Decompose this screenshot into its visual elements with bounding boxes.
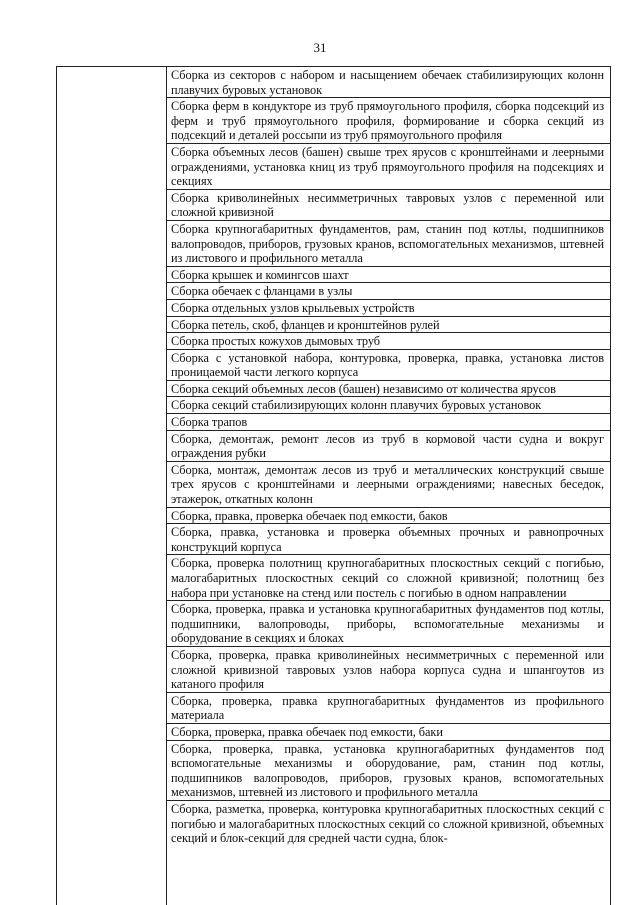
table-row: Сборка, разметка, проверка, контуровка крупногабаритных плоскостных секций с погибью и малогабаритных плоскостных секций со сложной кривизной, объемных секций и блок-секций для средней части судна, блок- (171, 801, 604, 846)
table-row: Сборка, проверка полотнищ крупногабаритных плоскостных секций с погибью, малогабаритных плоскостных секций со сложной кривизной; полотнищ без набора при установке на стенд или постель с погибью в одном направлении (167, 555, 610, 601)
table-row: Сборка, проверка, правка крупногабаритных фундаментов из профильного материала (167, 693, 610, 724)
table-row: Сборка, правка, установка и проверка объемных прочных и равнопрочных конструкций корпуса (167, 524, 610, 555)
table-row: Сборка крупногабаритных фундаментов, рам, станин под котлы, подшипников валопроводов, приборов, грузовых кранов, вспомогательных механизмов, штевней из листового и профильного металла (167, 221, 610, 267)
table-row: Сборка петель, скоб, фланцев и кронштейнов рулей (167, 317, 610, 334)
table-row: Сборка, демонтаж, ремонт лесов из труб в кормовой части судна и вокруг ограждения рубки (167, 431, 610, 462)
table-row: Сборка обечаек с фланцами в узлы (167, 283, 610, 300)
table-row: Сборка ферм в кондукторе из труб прямоугольного профиля, сборка подсекций из ферм и труб прямоугольного профиля, формирование и сборка секций из подсекций и деталей россыпи из труб прямоугольного профиля (167, 98, 610, 144)
table-row: Сборка отдельных узлов крыльевых устройств (167, 300, 610, 317)
table-row: Сборка, монтаж, демонтаж лесов из труб и металлических конструкций свыше трех ярусов с кронштейнами и леерными ограждениями; навесных беседок, этажерок, откатных колонн (167, 462, 610, 508)
table-row: Сборка крышек и комингсов шахт (167, 267, 610, 284)
table-row: Сборка объемных лесов (башен) свыше трех ярусов с кронштейнами и леерными ограждениями, установка книц из труб прямоугольного профиля на подсекциях и секциях (167, 144, 610, 190)
table-row: Сборка из секторов с набором и насыщением обечаек стабилизирующих колонн плавучих буровых установок (167, 67, 610, 98)
table-row: Сборка с установкой набора, контуровка, проверка, правка, установка листов проницаемой части легкого корпуса (167, 350, 610, 381)
table-row: Сборка простых кожухов дымовых труб (167, 333, 610, 350)
table-row: Сборка, проверка, правка, установка крупногабаритных фундаментов под вспомогательные механизмы и оборудование, рам, станин под котлы, подшипников валопроводов, приборов, грузовых кранов, вспомогательных механизмов, штевней из листового и профильного металла (167, 741, 610, 801)
table-row: Сборка секций стабилизирующих колонн плавучих буровых установок (167, 397, 610, 414)
table-row: Сборка секций объемных лесов (башен) независимо от количества ярусов (167, 381, 610, 398)
table-left-column (57, 67, 167, 905)
table-row: Сборка, проверка, правка обечаек под емкости, баки (167, 724, 610, 741)
work-table (56, 66, 611, 905)
table-row: Сборка, проверка, правка криволинейных несимметричных с переменной или сложной кривизной тавровых узлов набора корпуса судна и шпангоутов из катаного профиля (167, 647, 610, 693)
table-row: Сборка, проверка, правка и установка крупногабаритных фундаментов под котлы, подшипники, валопроводы, приборы, вспомогательные механизмы и оборудование в секциях и блоках (167, 601, 610, 647)
page-number: 31 (313, 40, 327, 55)
table-row: Сборка криволинейных несимметричных тавровых узлов с переменной или сложной кривизной (167, 190, 610, 221)
table-rows (167, 67, 610, 846)
table-row: Сборка, правка, проверка обечаек под емкости, баков (167, 508, 610, 525)
table-row: Сборка трапов (167, 414, 610, 431)
